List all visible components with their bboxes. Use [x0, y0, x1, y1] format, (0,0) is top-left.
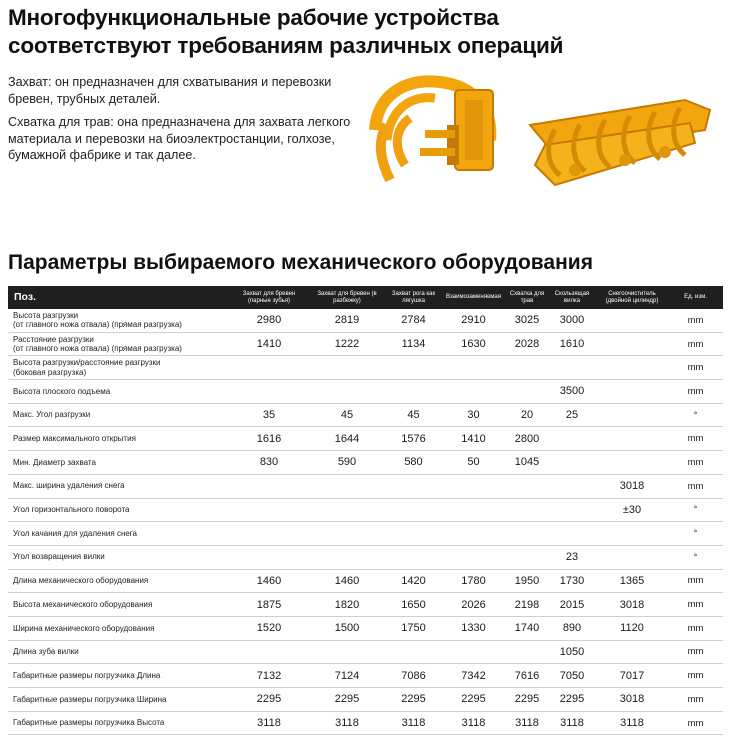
- row-value: 3025: [506, 309, 548, 332]
- table-row: [8, 356, 723, 380]
- headline-line-1: Многофункциональные рабочие устройства: [8, 5, 499, 30]
- row-value: 2028: [506, 332, 548, 356]
- row-parameter-name: Габаритные размеры погрузчика Ширина: [8, 688, 230, 712]
- row-value: [230, 545, 308, 569]
- row-unit: mm: [668, 569, 723, 593]
- row-value: 3118: [441, 711, 506, 735]
- row-value: 3018: [596, 474, 668, 498]
- row-value: 1610: [548, 332, 596, 356]
- header-column: Захват для бревен (парные зубья): [242, 290, 296, 304]
- table-row: [8, 664, 723, 688]
- row-value: [230, 380, 308, 404]
- row-value: [230, 522, 308, 546]
- descriptions: [8, 74, 363, 171]
- row-value: [506, 356, 548, 380]
- row-unit: mm: [668, 380, 723, 404]
- row-parameter-name: Угол качания для удаления снега: [8, 522, 230, 546]
- row-value: [548, 356, 596, 380]
- row-unit: mm: [668, 640, 723, 664]
- row-unit: mm: [668, 427, 723, 451]
- row-value: 1730: [548, 569, 596, 593]
- row-value: 580: [386, 451, 441, 475]
- params-title: Параметры выбираемого механического оборудования: [8, 251, 593, 274]
- row-unit: mm: [668, 616, 723, 640]
- row-value: 2015: [548, 593, 596, 617]
- row-value: [386, 380, 441, 404]
- row-value: 1780: [441, 569, 506, 593]
- row-value: 7616: [506, 664, 548, 688]
- row-value: [386, 522, 441, 546]
- row-value: [596, 640, 668, 664]
- row-value: [230, 640, 308, 664]
- row-value: [386, 498, 441, 522]
- row-value: [596, 427, 668, 451]
- row-value: 1134: [386, 332, 441, 356]
- row-value: [308, 498, 386, 522]
- row-value: 45: [308, 403, 386, 427]
- row-value: 7132: [230, 664, 308, 688]
- table-row: [8, 711, 723, 735]
- row-unit: mm: [668, 332, 723, 356]
- row-value: 1120: [596, 616, 668, 640]
- table-header-row: [8, 286, 723, 309]
- row-value: [441, 380, 506, 404]
- row-value: [441, 522, 506, 546]
- row-value: 30: [441, 403, 506, 427]
- row-value: [506, 498, 548, 522]
- row-value: [596, 380, 668, 404]
- description-grass-grapple: Схватка для трав: она предназначена для захвата легкого материала и перевозки на биоэлектростанции, голхозе, бумажной фабрике и так далее.: [8, 115, 351, 162]
- row-value: 2295: [441, 688, 506, 712]
- row-parameter-name: Мин. Диаметр захвата: [8, 451, 230, 475]
- header-column: Схватка для трав: [509, 290, 545, 304]
- row-value: [548, 427, 596, 451]
- row-unit: mm: [668, 356, 723, 380]
- header-column: Ед. изм.: [684, 294, 707, 300]
- table-row: [8, 474, 723, 498]
- row-unit: mm: [668, 664, 723, 688]
- description-grapple: Захват: он предназначен для схватывания и перевозки бревен, трубных деталей.: [8, 75, 332, 106]
- row-value: 45: [386, 403, 441, 427]
- row-value: [441, 545, 506, 569]
- row-unit: °: [668, 498, 723, 522]
- row-value: 830: [230, 451, 308, 475]
- row-value: 1460: [308, 569, 386, 593]
- row-value: [308, 640, 386, 664]
- params-table: [8, 286, 723, 735]
- row-value: 2800: [506, 427, 548, 451]
- row-value: [441, 474, 506, 498]
- row-value: [548, 474, 596, 498]
- row-value: 1410: [441, 427, 506, 451]
- row-unit: mm: [668, 593, 723, 617]
- row-unit: °: [668, 403, 723, 427]
- row-value: [506, 474, 548, 498]
- row-value: [596, 403, 668, 427]
- row-value: [441, 356, 506, 380]
- row-parameter-name: Высота механического оборудования: [8, 593, 230, 617]
- table-row: [8, 332, 723, 356]
- row-value: 1644: [308, 427, 386, 451]
- row-value: 1500: [308, 616, 386, 640]
- row-value: [548, 498, 596, 522]
- row-value: 20: [506, 403, 548, 427]
- row-parameter-name: Расстояние разгрузки (от главного ножа отвала) (прямая разгрузка): [8, 332, 230, 356]
- row-value: [441, 498, 506, 522]
- row-value: 1875: [230, 593, 308, 617]
- row-value: 2295: [548, 688, 596, 712]
- table-row: [8, 309, 723, 332]
- row-parameter-name: Длина механического оборудования: [8, 569, 230, 593]
- row-value: 2295: [308, 688, 386, 712]
- table-row: [8, 403, 723, 427]
- row-parameter-name: Высота разгрузки (от главного ножа отвала) (прямая разгрузка): [8, 309, 230, 332]
- row-value: 7086: [386, 664, 441, 688]
- headline: [8, 4, 743, 60]
- row-value: [506, 380, 548, 404]
- row-value: 1820: [308, 593, 386, 617]
- row-value: 1050: [548, 640, 596, 664]
- row-value: [386, 356, 441, 380]
- headline-line-2: соответствуют требованиям различных операций: [8, 33, 564, 58]
- row-value: 2295: [230, 688, 308, 712]
- header-column: Снегоочиститель (двойной цилиндр): [605, 290, 659, 304]
- row-value: [308, 380, 386, 404]
- row-value: 3018: [596, 593, 668, 617]
- header-column: Захват для бревен (в разбежку): [317, 290, 377, 304]
- row-value: 3500: [548, 380, 596, 404]
- table-row: [8, 380, 723, 404]
- header-column: Скользящая вилка: [554, 290, 590, 304]
- row-value: 2295: [386, 688, 441, 712]
- row-parameter-name: Длина зуба вилки: [8, 640, 230, 664]
- row-parameter-name: Ширина механического оборудования: [8, 616, 230, 640]
- row-value: 7050: [548, 664, 596, 688]
- row-value: 2026: [441, 593, 506, 617]
- row-parameter-name: Высота плоского подъема: [8, 380, 230, 404]
- row-parameter-name: Высота разгрузки/расстояние разгрузки (боковая разгрузка): [8, 356, 230, 380]
- row-value: 35: [230, 403, 308, 427]
- row-value: ±30: [596, 498, 668, 522]
- table-row: [8, 427, 723, 451]
- row-value: 1330: [441, 616, 506, 640]
- table-row: [8, 616, 723, 640]
- row-value: [308, 522, 386, 546]
- table-row: [8, 451, 723, 475]
- row-value: [230, 498, 308, 522]
- row-value: 2295: [506, 688, 548, 712]
- row-value: 3118: [506, 711, 548, 735]
- row-unit: mm: [668, 451, 723, 475]
- row-value: 1460: [230, 569, 308, 593]
- row-value: [441, 640, 506, 664]
- row-value: 2980: [230, 309, 308, 332]
- row-unit: mm: [668, 688, 723, 712]
- row-value: 2784: [386, 309, 441, 332]
- row-value: 7017: [596, 664, 668, 688]
- row-value: 2819: [308, 309, 386, 332]
- row-unit: mm: [668, 711, 723, 735]
- row-value: [596, 451, 668, 475]
- row-value: 3118: [308, 711, 386, 735]
- row-parameter-name: Габаритные размеры погрузчика Высота: [8, 711, 230, 735]
- row-unit: mm: [668, 309, 723, 332]
- row-value: 3118: [548, 711, 596, 735]
- table-row: [8, 545, 723, 569]
- row-value: 2198: [506, 593, 548, 617]
- header-column: Взаимозаменяемая: [446, 294, 501, 300]
- row-parameter-name: Угол горизонтального поворота: [8, 498, 230, 522]
- table-row: [8, 593, 723, 617]
- row-value: 1045: [506, 451, 548, 475]
- row-unit: mm: [668, 474, 723, 498]
- table-row: [8, 640, 723, 664]
- row-value: [548, 451, 596, 475]
- row-value: 1520: [230, 616, 308, 640]
- row-value: 3000: [548, 309, 596, 332]
- row-value: 2910: [441, 309, 506, 332]
- row-value: [386, 640, 441, 664]
- table-body: [8, 309, 723, 735]
- grass-grapple-image: [515, 75, 720, 200]
- table-row: [8, 522, 723, 546]
- row-value: [386, 474, 441, 498]
- row-value: [548, 522, 596, 546]
- row-value: 25: [548, 403, 596, 427]
- row-value: [506, 522, 548, 546]
- table-row: [8, 569, 723, 593]
- row-value: [308, 545, 386, 569]
- row-parameter-name: Макс. ширина удаления снега: [8, 474, 230, 498]
- row-value: 7124: [308, 664, 386, 688]
- row-value: [596, 332, 668, 356]
- log-grapple-image: [365, 70, 515, 195]
- row-parameter-name: Макс. Угол разгрузки: [8, 403, 230, 427]
- table-row: [8, 498, 723, 522]
- row-value: [230, 474, 308, 498]
- row-value: 1650: [386, 593, 441, 617]
- row-parameter-name: Размер максимального открытия: [8, 427, 230, 451]
- row-unit: °: [668, 522, 723, 546]
- row-value: [308, 356, 386, 380]
- row-value: [230, 356, 308, 380]
- row-parameter-name: Габаритные размеры погрузчика Длина: [8, 664, 230, 688]
- row-value: 3118: [596, 711, 668, 735]
- row-value: [596, 356, 668, 380]
- row-value: [596, 545, 668, 569]
- row-unit: °: [668, 545, 723, 569]
- row-value: 3118: [230, 711, 308, 735]
- table-row: [8, 688, 723, 712]
- row-value: [506, 545, 548, 569]
- row-value: 590: [308, 451, 386, 475]
- row-value: 1365: [596, 569, 668, 593]
- row-value: 1630: [441, 332, 506, 356]
- row-value: [596, 522, 668, 546]
- header-column: Захват рога как лягушка: [391, 290, 436, 304]
- row-value: 1750: [386, 616, 441, 640]
- row-value: 23: [548, 545, 596, 569]
- row-value: 50: [441, 451, 506, 475]
- row-value: [506, 640, 548, 664]
- row-value: 1410: [230, 332, 308, 356]
- row-value: 1576: [386, 427, 441, 451]
- row-value: 890: [548, 616, 596, 640]
- row-parameter-name: Угол возвращения вилки: [8, 545, 230, 569]
- row-value: 7342: [441, 664, 506, 688]
- row-value: [386, 545, 441, 569]
- row-value: 3118: [386, 711, 441, 735]
- row-value: 1616: [230, 427, 308, 451]
- row-value: 1222: [308, 332, 386, 356]
- row-value: 3018: [596, 688, 668, 712]
- row-value: 1950: [506, 569, 548, 593]
- row-value: 1740: [506, 616, 548, 640]
- header-position: Поз.: [14, 291, 36, 303]
- row-value: 1420: [386, 569, 441, 593]
- row-value: [308, 474, 386, 498]
- row-value: [596, 309, 668, 332]
